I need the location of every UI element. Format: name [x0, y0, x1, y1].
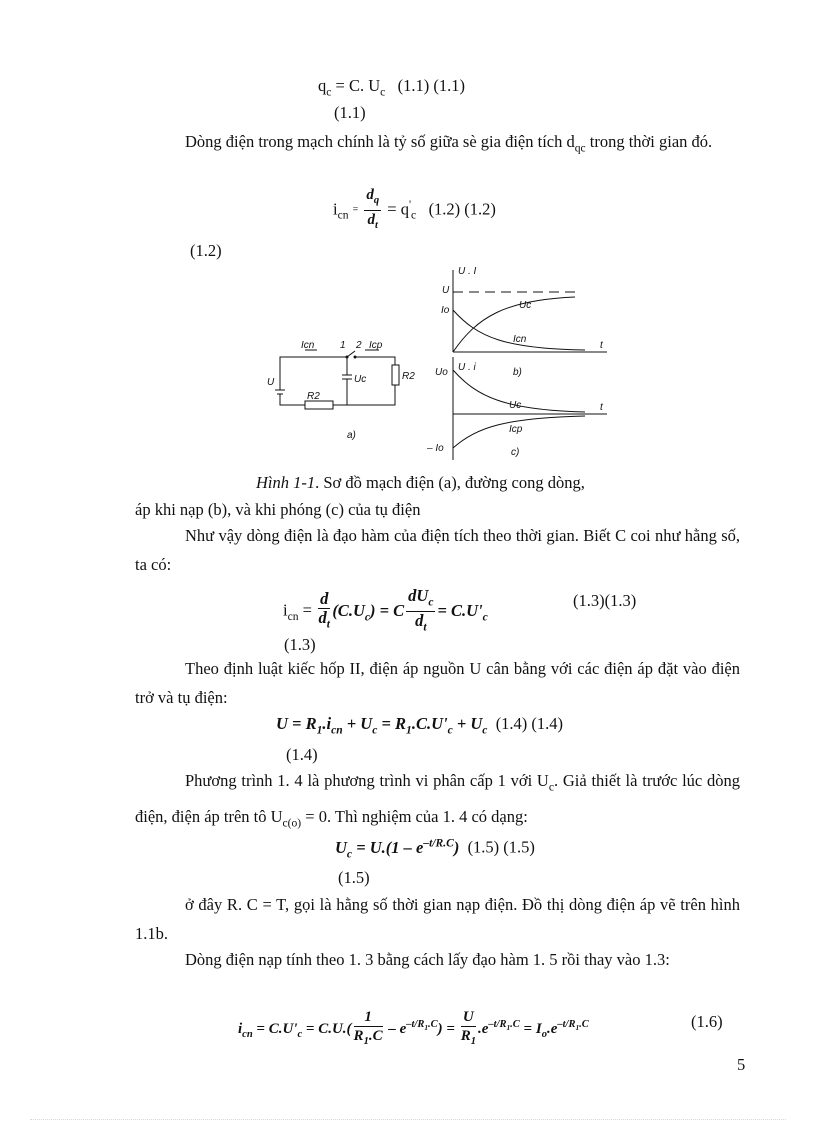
- circuit-label-2: 2: [356, 340, 362, 351]
- paragraph: Như vậy dòng điện là đạo hàm của điện tích theo thời gian. Biết C coi như hằng số, ta có:: [135, 526, 740, 574]
- page-bottom-border: [30, 1119, 786, 1120]
- page-number: 5: [737, 1055, 746, 1074]
- figure-caption: Hình 1-1. Sơ đồ mạch điện (a), đường cong dòng,: [256, 473, 585, 492]
- equation-1-1: $q_c = C$. $U_c$ (1.1) (1.1): [318, 76, 465, 99]
- graph-c-uo-label: Uo: [435, 367, 448, 378]
- circuit-label-r2-bottom: R2: [307, 391, 320, 402]
- charge-graph: [453, 270, 607, 352]
- graph-c-b-label: b): [513, 367, 522, 378]
- circuit-label-icn: Icn: [301, 340, 315, 351]
- graph-c-axis-label: U . i: [458, 362, 476, 373]
- equation-ref: (1.4) (1.4): [495, 714, 564, 733]
- circuit-label-1: 1: [340, 340, 346, 351]
- paragraph: Theo định luật kiếc hốp II, điện áp nguồn U cân bằng với các điện áp đặt vào điện trở và tụ điện:: [135, 659, 740, 707]
- circuit-label-uc: Uc: [354, 374, 367, 385]
- equation-ref: (1.5) (1.5): [467, 837, 535, 857]
- graph-b-t-label: t: [600, 340, 603, 351]
- graph-c-t-label: t: [600, 402, 603, 413]
- equation-ref: (1.1) (1.1): [397, 76, 465, 95]
- paragraph: ở đây R. C = T, gọi là hằng số thời gian nạp điện. Đồ thị dòng điện áp vẽ trên hình 1.1b.: [135, 895, 740, 943]
- subfigure-label-a: a): [347, 430, 356, 441]
- graph-b-uc-label: Uc: [519, 300, 532, 311]
- graph-c-uc-label: Uc: [509, 400, 522, 411]
- paragraph: Dòng điện nạp tính theo 1. 3 bằng cách lấy đạo hàm 1. 5 rồi thay vào 1.3:: [185, 950, 670, 969]
- equation-1-5: $U_c = U.(1 - e^{-t/R.C})$ (1.5) (1.5): [335, 837, 535, 860]
- equation-ref-below: (1.2): [190, 241, 222, 260]
- equation-ref-below: (1.5): [338, 868, 370, 887]
- graph-c-neg-io-label: – Io: [427, 443, 444, 454]
- circuit-label-u: U: [267, 377, 275, 388]
- circuit-label-r2-right: R2: [402, 371, 415, 382]
- equation-1-2: $i_{cn}$ = $\frac{d_q}{d_t}$ = $q'_c$ (1.2) (1.2): [333, 187, 496, 231]
- subfigure-label-c: c): [511, 447, 520, 458]
- equation-ref: (1.6): [691, 1012, 723, 1031]
- figure-1-1: [255, 262, 615, 467]
- equation-1-3: $i_{cn}$ = $\frac{d}{d_t}$ $(C.U_c) = C$ $\frac{dU_c}{d_t}$ = $C.U'_c$: [283, 586, 488, 634]
- circuit-label-icp: Icp: [369, 340, 383, 351]
- paragraph: Phương trình 1. 4 là phương trình vi phân cấp 1 với $U_c$. Giả thiết là trước lúc dòng điện, điện áp trên tô $U_{c(o)} = 0$. Thì nghiệm của 1. 4 có dạng:: [135, 771, 740, 830]
- equation-1-6: $i_{cn} = C.U'_c = C.U$.( $\frac{1}{R_1.C}$ – $e^{-t/R_1.C}$) = $\frac{U}{R_1}$ $.e^{-t/R_1.C} = I_o.e^{-t/R_1.C}$: [238, 1009, 589, 1047]
- equation-ref: (1.2) (1.2): [428, 199, 496, 219]
- graph-b-u-label: U: [442, 285, 450, 296]
- graph-b-icn-label: Icn: [513, 334, 527, 345]
- equation-1-4: $U = R_1.i_{cn} + U_c = R_1.C.U'_c + U_c$ (1.4) (1.4): [276, 714, 564, 737]
- figure-caption-line2: áp khi nạp (b), và khi phóng (c) của tụ điện: [135, 500, 421, 519]
- paragraph: Dòng điện trong mạch chính là tỷ số giữa sè gia điện tích $d_{qc}$ trong thời gian đó.: [185, 132, 713, 155]
- graph-c-icp-label: Icp: [509, 424, 523, 435]
- equation-ref: (1.3)(1.3): [573, 591, 637, 610]
- circuit-diagram: [275, 350, 399, 409]
- graph-b-io-label: Io: [441, 305, 450, 316]
- discharge-graph: [453, 357, 607, 460]
- graph-b-axis-label: U . I: [458, 266, 477, 277]
- equation-ref-below: (1.1): [334, 103, 366, 122]
- equation-ref-below: (1.3): [284, 635, 316, 654]
- equation-ref-below: (1.4): [286, 745, 318, 764]
